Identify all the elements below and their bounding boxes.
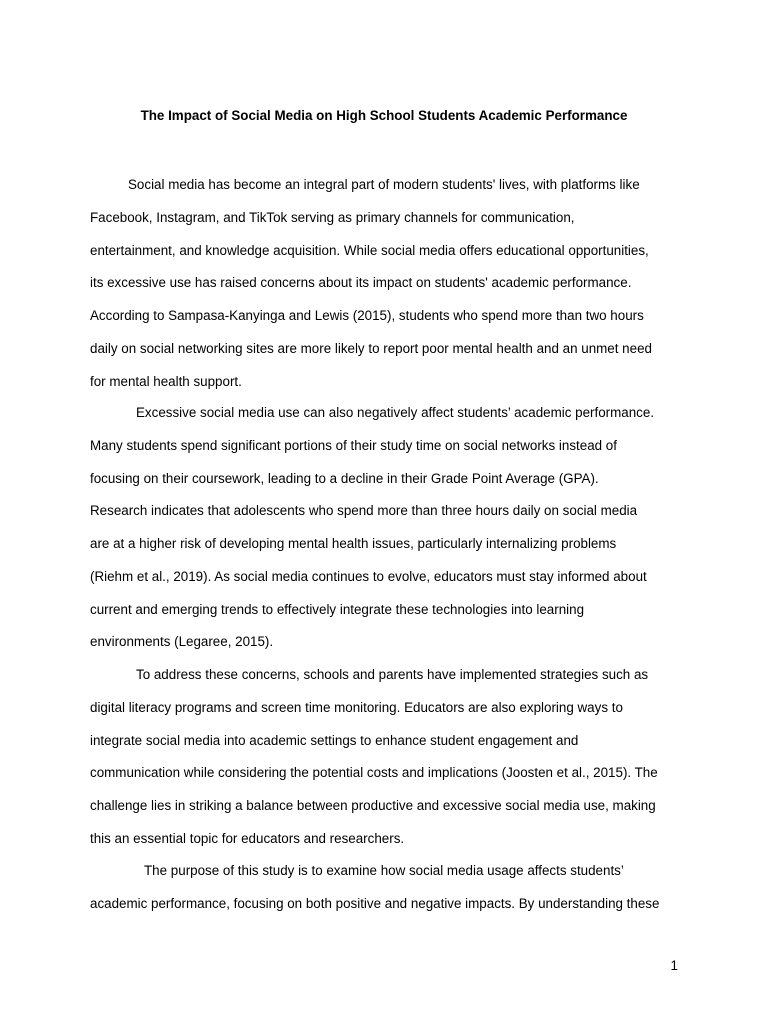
paragraph-1 bbox=[90, 169, 682, 398]
paragraph-line: environments (Legaree, 2015). bbox=[90, 634, 274, 650]
paragraph-line: focusing on their coursework, leading to a decline in their Grade Point Average (GPA). bbox=[90, 470, 599, 486]
paragraph-line: Research indicates that adolescents who spend more than three hours daily on social media bbox=[90, 503, 638, 519]
paragraph-line: (Riehm et al., 2019). As social media continues to evolve, educators must stay informed about bbox=[90, 568, 647, 584]
paragraph-line: entertainment, and knowledge acquisition. While social media offers educational opportunities, bbox=[90, 242, 649, 258]
paragraph-line: The purpose of this study is to examine how social media usage affects students’ bbox=[144, 863, 624, 878]
paragraph-line: current and emerging trends to effectively integrate these technologies into learning bbox=[90, 601, 585, 617]
paragraph-line: this an essential topic for educators and researchers. bbox=[90, 830, 405, 846]
paragraph-line: Facebook, Instagram, and TikTok serving as primary channels for communication, bbox=[90, 209, 575, 225]
paragraph-line: According to Sampasa-Kanyinga and Lewis (2015), students who spend more than two hours bbox=[90, 308, 644, 323]
paragraph-line: are at a higher risk of developing mental health issues, particularly internalizing problems bbox=[90, 536, 617, 551]
page-number: 1 bbox=[670, 958, 678, 973]
document-title: The Impact of Social Media on High School Students Academic Performance bbox=[140, 108, 628, 123]
paragraph-2 bbox=[90, 397, 682, 659]
paragraph-line: To address these concerns, schools and parents have implemented strategies such as bbox=[136, 667, 649, 682]
paragraph-line: Many students spend significant portions of their study time on social networks instead of bbox=[90, 437, 617, 453]
paragraph-3 bbox=[90, 659, 682, 856]
paragraph-line: challenge lies in striking a balance between productive and excessive social media use, making bbox=[90, 798, 656, 813]
paragraph-line: daily on social networking sites are more likely to report poor mental health and an unmet need bbox=[90, 340, 652, 356]
paragraph-line: communication while considering the potential costs and implications (Joosten et al., 2015). The bbox=[90, 765, 658, 781]
paragraph-line: Excessive social media use can also negatively affect students’ academic performance. bbox=[136, 405, 655, 420]
paragraph-line: integrate social media into academic settings to enhance student engagement and bbox=[90, 732, 579, 748]
paragraph-line: its excessive use has raised concerns about its impact on students' academic performance. bbox=[90, 275, 632, 291]
paragraph-line: Social media has become an integral part of modern students' lives, with platforms like bbox=[128, 177, 640, 192]
paragraph-line: for mental health support. bbox=[90, 373, 242, 389]
paragraph-line: academic performance, focusing on both positive and negative impacts. By understanding these bbox=[90, 895, 660, 911]
paragraph-line: digital literacy programs and screen time monitoring. Educators are also exploring ways to bbox=[90, 699, 623, 715]
paragraph-4 bbox=[90, 855, 682, 921]
